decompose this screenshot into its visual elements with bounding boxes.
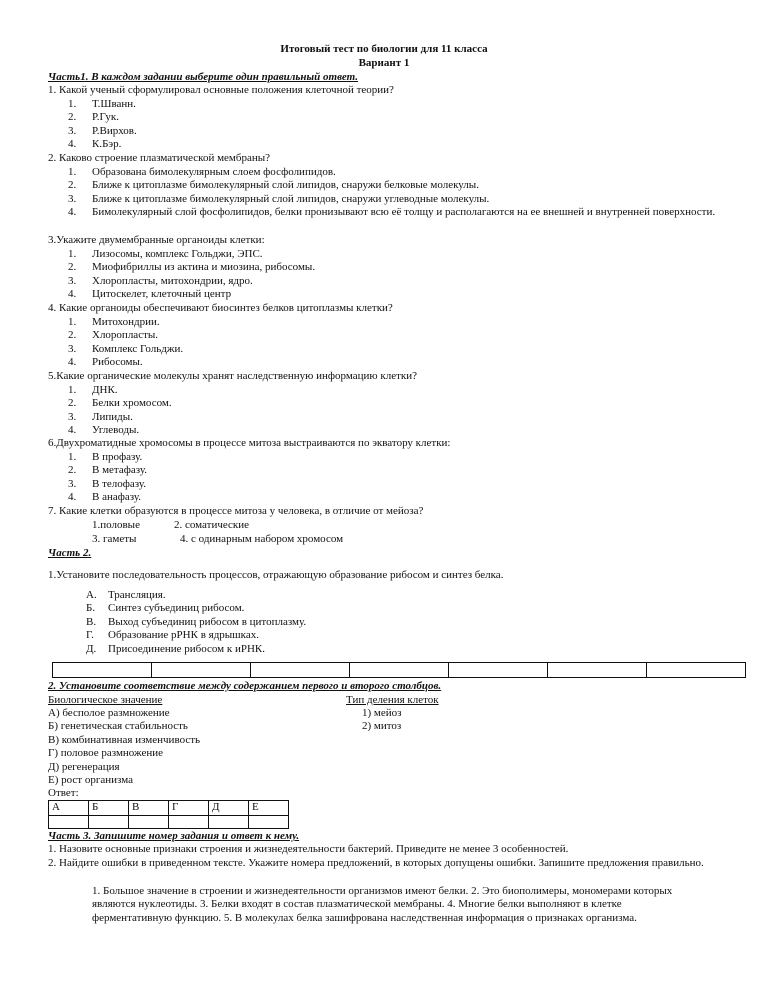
- option: 3. Р.Вирхов.: [68, 124, 137, 137]
- option: 2. В метафазу.: [68, 464, 148, 477]
- option: 4. В анафазу.: [68, 491, 142, 504]
- list-item: Е) рост организма: [48, 774, 133, 787]
- option: 2. Белки хромосом.: [68, 397, 172, 410]
- question-5-options: [48, 384, 172, 438]
- table-header-cell: Б: [89, 801, 129, 816]
- list-item: Г) половое размножение: [48, 747, 164, 760]
- question-2: 2. Каково строение плазматической мембраны?: [48, 152, 271, 164]
- option: 1. Т.Шванн.: [68, 98, 136, 110]
- question-1-options: [48, 98, 137, 152]
- table-header-cell: Г: [169, 801, 209, 816]
- list-item: Г. Образование рРНК в ядрышках.: [86, 629, 259, 642]
- question-6: 6.Двухроматидные хромосомы в процессе митоза выстраиваются по экватору клетки:: [48, 437, 451, 449]
- matching-answer-table: [48, 800, 289, 829]
- answer-cell[interactable]: [251, 663, 350, 678]
- question-4-options: [48, 316, 183, 370]
- answer-cell[interactable]: [449, 663, 548, 678]
- question-2-options: [48, 166, 722, 220]
- option: 3. Ближе к цитоплазме бимолекулярный слой липидов, снаружи углеводные молекулы.: [68, 192, 490, 205]
- list-item: А. Трансляция.: [86, 589, 166, 601]
- option: 3. Липиды.: [68, 410, 133, 423]
- part3-task1: 1. Назовите основные признаки строения и жизнедеятельности бактерий. Приведите не менее 3 особенностей.: [48, 843, 569, 855]
- option: 3. В телофазу.: [68, 477, 147, 490]
- part2-task2-heading: 2. Установите соответствие между содержанием первого и второго столбцов.: [48, 680, 442, 692]
- option: 3. Комплекс Гольджи.: [68, 342, 184, 355]
- option: 4. Бимолекулярный слой фосфолипидов, белки пронизывают всю её толщу и располагаются на ее внешней и внутренней поверхности.: [68, 206, 716, 219]
- answer-cell[interactable]: [169, 816, 209, 829]
- page-title: Итоговый тест по биологии для 11 класса: [280, 43, 488, 55]
- option: 2. Хлоропласты.: [68, 329, 159, 342]
- answer-cell[interactable]: [89, 816, 129, 829]
- option: 2. Р.Гук.: [68, 111, 120, 124]
- error-passage: 1. Большое значение в строении и жизнедеятельности организмов имеют белки. 2. Это биополимеры, мономерами которых являются нуклеотиды. 3. Белки входят в состав плазматической мембраны. 4. Многие белки выполняют в клетке ферментативную функцию. 5. В молекулах белка зашифрована наследственная информация о признаках организма.: [92, 885, 673, 924]
- question-4: 4. Какие органоиды обеспечивают биосинтез белков цитоплазмы клетки?: [48, 302, 393, 314]
- part3-task2: 2. Найдите ошибки в приведенном тексте. Укажите номера предложений, в которых допущены ошибки. Запишите предложения правильно.: [48, 857, 704, 869]
- option: 4. Цитоскелет, клеточный центр: [68, 288, 232, 301]
- question-5: 5.Какие органические молекулы хранят наследственную информацию клетки?: [48, 370, 417, 382]
- part1-heading: Часть1. В каждом задании выберите один правильный ответ.: [48, 71, 359, 83]
- list-item: В. Выход субъединиц рибосом в цитоплазму.: [86, 615, 307, 628]
- option: 1. В профазу.: [68, 451, 143, 463]
- list-item: Д) регенерация: [48, 760, 120, 773]
- sequence-answer-table: [52, 662, 746, 678]
- answer-cell[interactable]: [350, 663, 449, 678]
- list-item: В) комбинативная изменчивость: [48, 733, 201, 746]
- col1-list: [48, 707, 200, 787]
- answer-cell[interactable]: [49, 816, 89, 829]
- question-3: 3.Укажите двумембранные органоиды клетки:: [48, 234, 265, 246]
- table-header-cell: Е: [249, 801, 289, 816]
- answer-cell[interactable]: [152, 663, 251, 678]
- list-item: 2) митоз: [362, 720, 402, 733]
- option: 4. Рибосомы.: [68, 356, 143, 369]
- list-item: 1) мейоз: [362, 707, 402, 719]
- option: 1.половые: [92, 519, 140, 531]
- option: 3. гаметы: [92, 533, 137, 545]
- option: 1. Образована бимолекулярным слоем фосфолипидов.: [68, 166, 336, 178]
- answer-label: Ответ:: [48, 787, 79, 799]
- list-item: А) бесполое размножение: [48, 707, 170, 719]
- list-item: Б) генетическая стабильность: [48, 720, 188, 733]
- question-3-options: [48, 248, 315, 302]
- col2-list: [362, 707, 402, 734]
- option: 1. Митохондрии.: [68, 316, 160, 328]
- answer-cell[interactable]: [53, 663, 152, 678]
- table-header-cell: Д: [209, 801, 249, 816]
- option: 2. Миофибриллы из актина и миозина, рибосомы.: [68, 261, 316, 274]
- col2-header: Тип деления клеток: [346, 694, 439, 706]
- answer-cell[interactable]: [129, 816, 169, 829]
- option: 2. Ближе к цитоплазме бимолекулярный слой липидов, снаружи белковые молекулы.: [68, 179, 479, 192]
- question-7: 7. Какие клетки образуются в процессе митоза у человека, в отличие от мейоза?: [48, 505, 424, 517]
- option: 4. с одинарным набором хромосом: [180, 533, 344, 545]
- option: 4. К.Бэр.: [68, 138, 122, 151]
- part2-heading: Часть 2.: [48, 547, 92, 559]
- variant-label: Вариант 1: [358, 57, 410, 69]
- part2-task1: 1.Установите последовательность процессов, отражающую образование рибосом и синтез белка.: [48, 569, 504, 581]
- col1-header: Биологическое значение: [48, 694, 163, 706]
- answer-cell[interactable]: [209, 816, 249, 829]
- option: 1. Лизосомы, комплекс Гольджи, ЭПС.: [68, 248, 263, 260]
- table-header-cell: В: [129, 801, 169, 816]
- list-item: Б. Синтез субъединиц рибосом.: [86, 602, 245, 615]
- option: 1. ДНК.: [68, 384, 118, 396]
- question-1: 1. Какой ученый сформулировал основные положения клеточной теории?: [48, 84, 394, 96]
- answer-cell[interactable]: [548, 663, 647, 678]
- list-item: Д. Присоединение рибосом к иРНК.: [86, 642, 266, 655]
- option: 2. соматические: [174, 519, 250, 531]
- question-6-options: [48, 451, 147, 505]
- answer-cell[interactable]: [647, 663, 746, 678]
- answer-cell[interactable]: [249, 816, 289, 829]
- part3-heading: Часть 3. Запишите номер задания и ответ к нему.: [48, 830, 300, 842]
- table-header-cell: А: [49, 801, 89, 816]
- option: 3. Хлоропласты, митохондрии, ядро.: [68, 274, 253, 287]
- sequence-list: [86, 589, 306, 656]
- option: 4. Углеводы.: [68, 424, 140, 437]
